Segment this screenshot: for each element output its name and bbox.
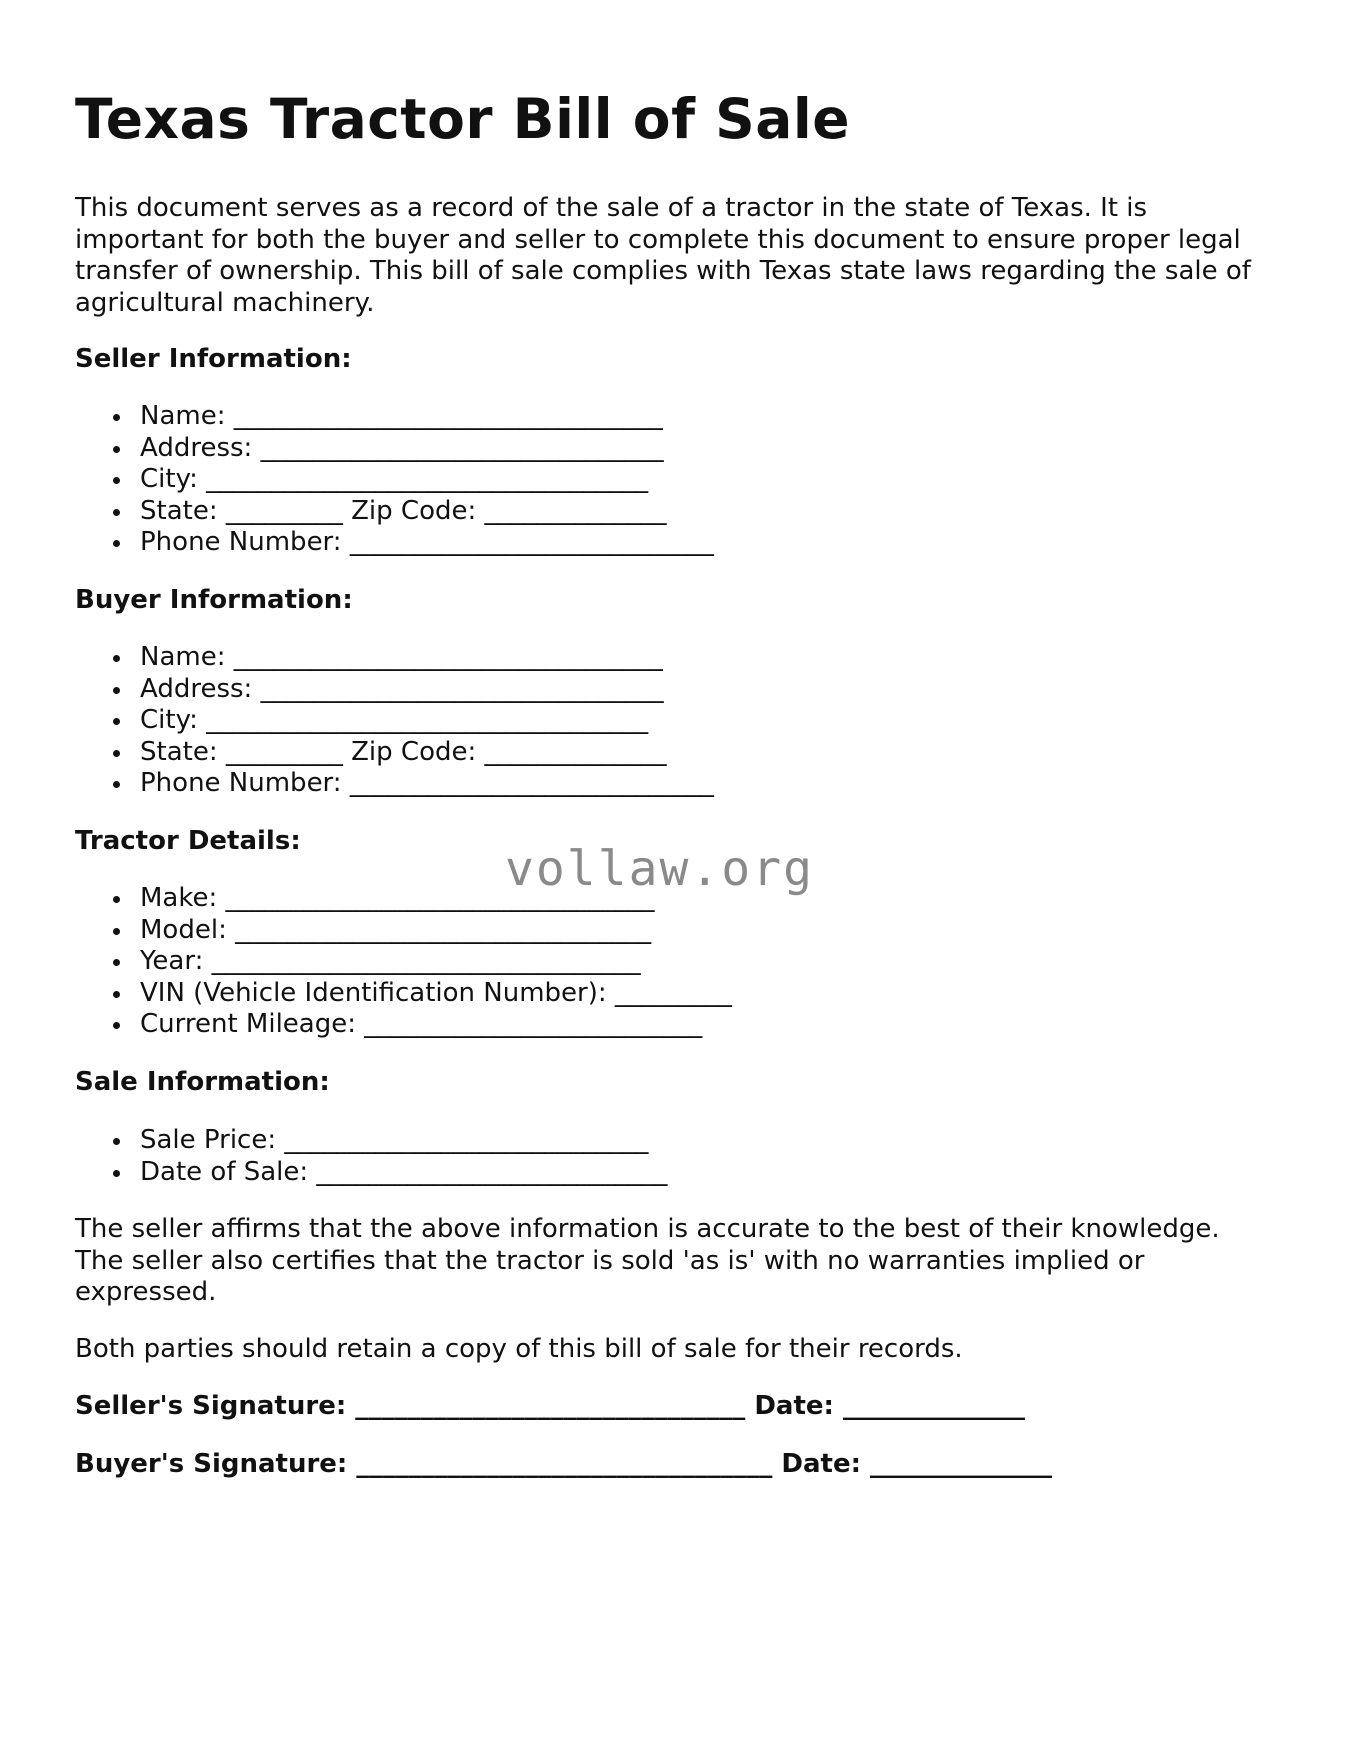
sale-fields — [75, 1125, 667, 1188]
tractor-make-field[interactable]: Make: _________________________________ — [140, 883, 732, 915]
buyer-heading: Buyer Information: — [75, 585, 353, 615]
tractor-year-field[interactable]: Year: _________________________________ — [140, 946, 732, 978]
tractor-model-field[interactable]: Model: ________________________________ — [140, 915, 732, 947]
buyer-signature-line[interactable]: Buyer's Signature: ________________________________ Date: ______________ — [75, 1449, 1053, 1479]
seller-name-field[interactable]: Name: _________________________________ — [140, 401, 714, 433]
tractor-heading: Tractor Details: — [75, 826, 301, 856]
tractor-mileage-field[interactable]: Current Mileage: __________________________ — [140, 1009, 732, 1041]
sale-heading: Sale Information: — [75, 1067, 330, 1097]
buyer-name-field[interactable]: Name: _________________________________ — [140, 642, 714, 674]
seller-heading: Seller Information: — [75, 344, 352, 374]
sale-date-field[interactable]: Date of Sale: ___________________________ — [140, 1156, 668, 1187]
buyer-city-field[interactable]: City: __________________________________ — [140, 705, 714, 737]
watermark: vollaw.org — [505, 841, 814, 897]
seller-signature-line[interactable]: Seller's Signature: ______________________________ Date: ______________ — [75, 1391, 1025, 1421]
tractor-fields — [75, 883, 732, 1041]
seller-fields — [75, 401, 714, 559]
affirmation-paragraph: The seller affirms that the above information is accurate to the best of their knowledge. The seller also certifies that the tractor is sold 'as is' with no warranties implied or expressed. — [75, 1214, 1220, 1307]
buyer-address-field[interactable]: Address: _______________________________ — [140, 674, 714, 706]
seller-phone-field[interactable]: Phone Number: ____________________________ — [140, 527, 714, 557]
seller-address-field[interactable]: Address: _______________________________ — [140, 433, 714, 465]
seller-city-field[interactable]: City: __________________________________ — [140, 464, 714, 496]
retain-note: Both parties should retain a copy of this bill of sale for their records. — [75, 1334, 963, 1364]
buyer-fields — [75, 642, 714, 800]
buyer-state-zip-field[interactable]: State: _________ Zip Code: ______________ — [140, 737, 714, 769]
intro-paragraph: This document serves as a record of the sale of a tractor in the state of Texas. It is important for both the buyer and seller to complete this document to ensure proper legal transfer of ownership. This bill of sale complies with Texas state laws regarding the sale of agricultural machinery. — [75, 193, 1251, 318]
page-title: Texas Tractor Bill of Sale — [75, 87, 851, 151]
tractor-vin-field[interactable]: VIN (Vehicle Identification Number): _________ — [140, 977, 732, 1008]
buyer-phone-field[interactable]: Phone Number: ____________________________ — [140, 768, 714, 798]
seller-state-zip-field[interactable]: State: _________ Zip Code: ______________ — [140, 496, 714, 528]
sale-price-field[interactable]: Sale Price: ____________________________ — [140, 1125, 667, 1157]
